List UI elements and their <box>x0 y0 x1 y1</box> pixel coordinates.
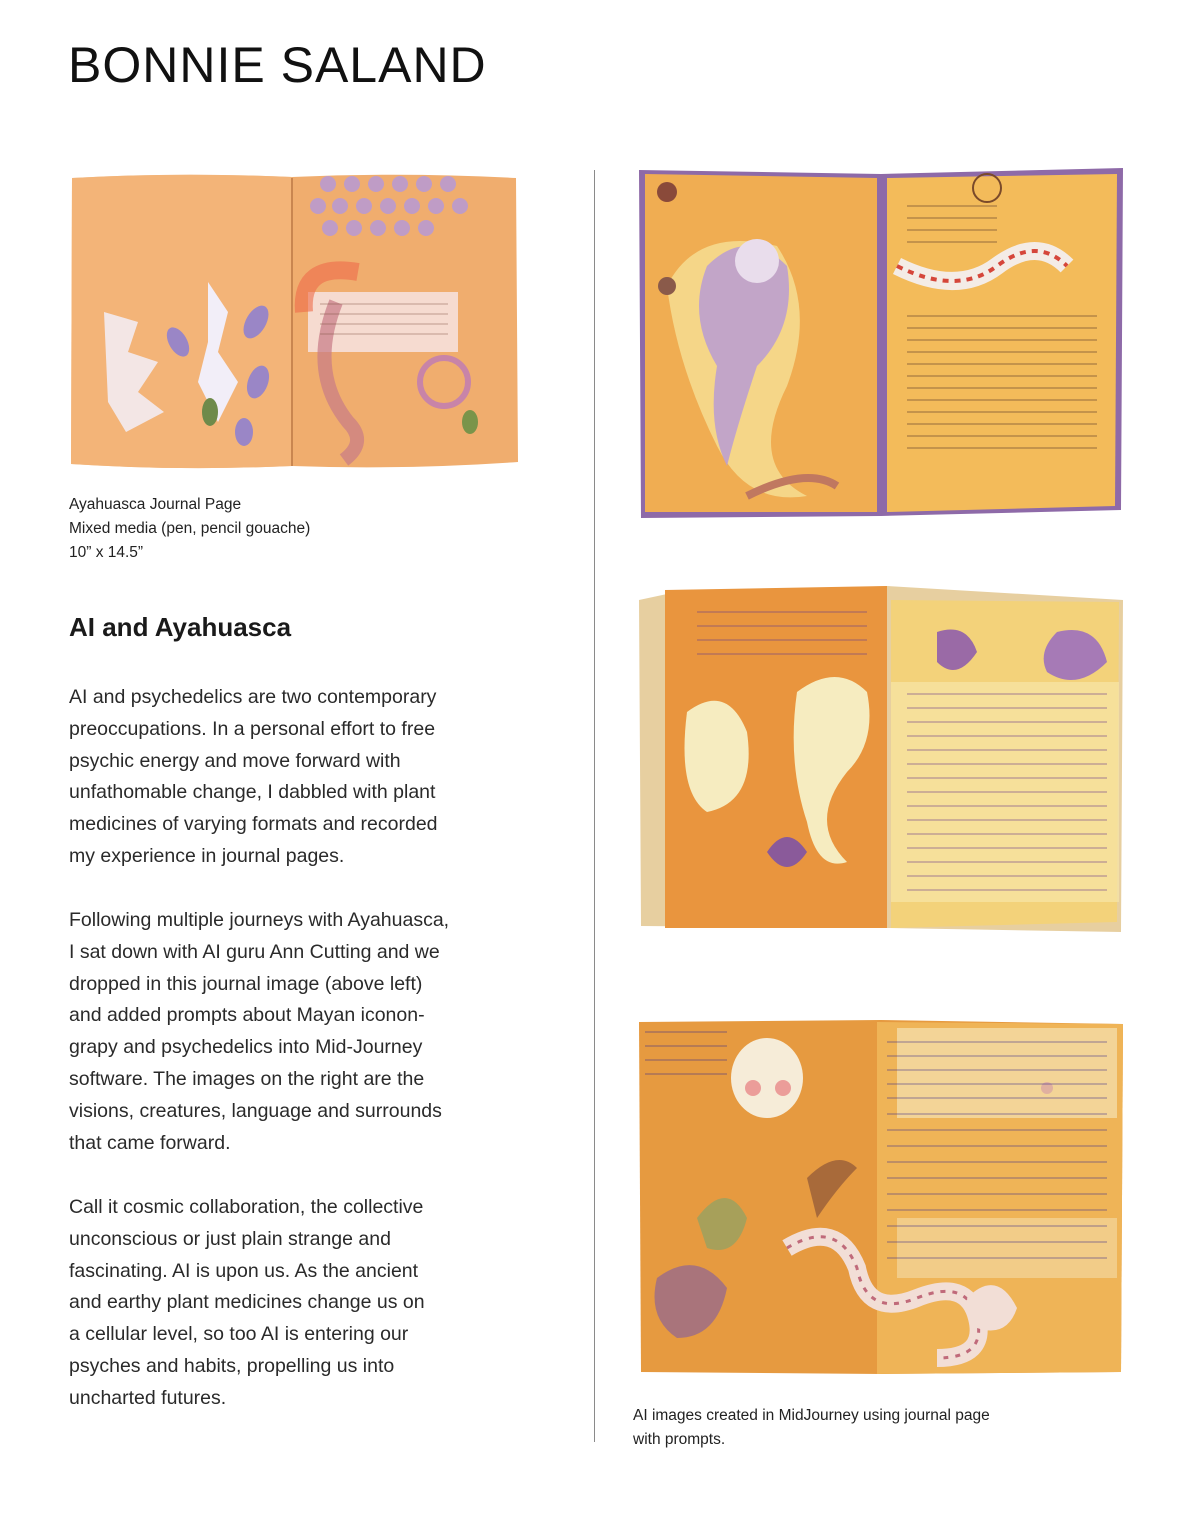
ai-image-1 <box>637 166 1125 520</box>
article-paragraph-3: Call it cosmic collaboration, the collective unconscious or just plain strange and fascinating. AI is upon us. As the ancient and earthy plant medicines change us on a cellular level, so too AI is entering our psyches and habits, propelling us into uncharted futures. <box>69 1196 425 1409</box>
caption-dimensions: 10” x 14.5” <box>69 544 144 561</box>
article-paragraph-1: AI and psychedelics are two contemporary preoccupations. In a personal effort to free psychic energy and move forward with unfathomable change, I dabbled with plant medicines of varying formats and recorded my experience in journal pages. <box>69 686 438 867</box>
caption-medium: Mixed media (pen, pencil gouache) <box>69 520 311 537</box>
caption-title: Ayahuasca Journal Page <box>69 496 242 513</box>
ai-image-3 <box>637 1018 1125 1378</box>
journal-page-artwork <box>68 172 520 472</box>
ai-images-caption <box>633 1404 990 1452</box>
article-paragraph-2: Following multiple journeys with Ayahuasca, I sat down with AI guru Ann Cutting and we dropped in this journal image (above left) and added prompts about Mayan iconon- grapy and psychedelics into Mid-Journey software. The images on the right are the visions, creatures, language and surrounds that came forward. <box>69 909 450 1154</box>
journal-page-caption <box>69 493 310 565</box>
ai-caption-line-1: AI images created in MidJourney using journal page <box>633 1407 990 1424</box>
ai-image-2 <box>637 582 1125 942</box>
column-divider <box>594 170 595 1442</box>
ai-caption-line-2: with prompts. <box>633 1431 726 1448</box>
page-title: BONNIE SALAND <box>68 37 487 93</box>
article-heading: AI and Ayahuasca <box>69 612 292 642</box>
